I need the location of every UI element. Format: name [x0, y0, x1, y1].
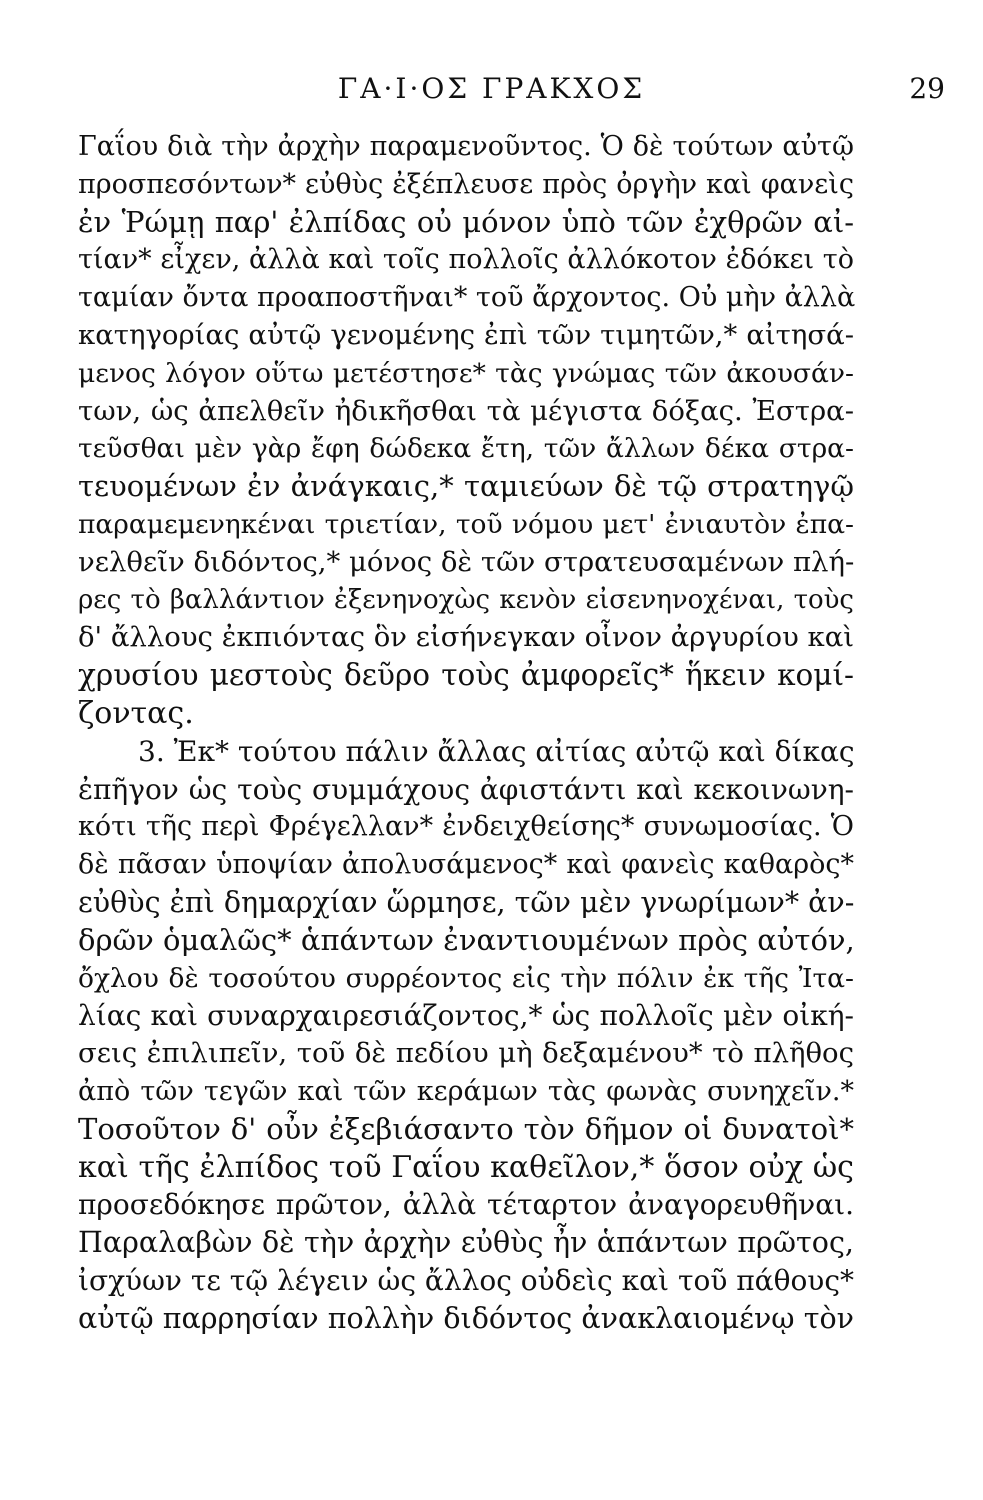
- text-line: Τοσοῦτον δ' οὖν ἐξεβιάσαντο τὸν δῆμον οἱ δυνατοὶ*: [78, 1111, 854, 1146]
- text-line: χρυσίου μεστοὺς δεῦρο τοὺς ἀμφορεῖς* ἥκειν κομί-: [78, 658, 854, 693]
- body-text: [78, 128, 854, 1338]
- text-line: ζοντας.: [78, 695, 194, 731]
- text-line: ἐπῆγον ὡς τοὺς συμμάχους ἀφιστάντι καὶ κεκοινωνη-: [78, 772, 854, 806]
- text-line: τίαν* εἶχεν, ἀλλὰ καὶ τοῖς πολλοῖς ἀλλόκοτον ἐδόκει τὸ: [78, 244, 854, 276]
- text-line: κατηγορίας αὐτῷ γενομένης ἐπὶ τῶν τιμητῶν,* αἰτησά-: [78, 318, 854, 351]
- text-line: νελθεῖν διδόντος,* μόνος δὲ τῶν στρατευσαμένων πλή-: [78, 545, 855, 578]
- text-line: ἀπὸ τῶν τεγῶν καὶ τῶν κεράμων τὰς φωνὰς συνηχεῖν.*: [78, 1075, 854, 1107]
- text-line: ἰσχύων τε τῷ λέγειν ὡς ἄλλος οὐδεὶς καὶ τοῦ πάθους*: [78, 1263, 854, 1297]
- text-line: δὲ πᾶσαν ὑποψίαν ἀπολυσάμενος* καὶ φανεὶς καθαρὸς*: [78, 849, 854, 881]
- text-line: ταμίαν ὄντα προαποστῆναι* τοῦ ἄρχοντος. Οὐ μὴν ἀλλὰ: [78, 282, 856, 314]
- text-line: λίας καὶ συναρχαιρεσιάζοντος,* ὡς πολλοῖς μὲν οἰκή-: [78, 999, 854, 1033]
- text-line: Παραλαβὼν δὲ τὴν ἀρχὴν εὐθὺς ἦν ἁπάντων πρῶτος,: [78, 1226, 854, 1260]
- text-line: Γαΐου διὰ τὴν ἀρχὴν παραμενοῦντος. Ὁ δὲ τούτων αὐτῷ: [78, 131, 854, 162]
- text-line: των, ὡς ἀπελθεῖν ἠδικῆσθαι τὰ μέγιστα δόξας. Ἐστρα-: [78, 394, 854, 427]
- text-line: τευομένων ἐν ἀνάγκαις,* ταμιεύων δὲ τῷ στρατηγῷ: [78, 469, 854, 504]
- section-start-line: 3. Ἐκ* τούτου πάλιν ἄλλας αἰτίας αὐτῷ καὶ δίκας: [138, 734, 855, 768]
- page-header: [0, 72, 983, 116]
- text-line: ἐν Ῥώμῃ παρ' ἐλπίδας οὐ μόνον ὑπὸ τῶν ἐχθρῶν αἰ-: [78, 204, 854, 239]
- text-line: δ' ἄλλους ἐκπιόντας ὃν εἰσήνεγκαν οἶνον ἀργυρίου καὶ: [78, 621, 855, 654]
- text-line: προσεδόκησε πρῶτον, ἀλλὰ τέταρτον ἀναγορευθῆναι.: [78, 1188, 854, 1222]
- text-line: αὐτῷ παρρησίαν πολλὴν διδόντος ἀνακλαιομένῳ τὸν: [78, 1301, 854, 1335]
- text-line: σεις ἐπιλιπεῖν, τοῦ δὲ πεδίου μὴ δεξαμένου* τὸ πλῆθος: [78, 1037, 854, 1070]
- text-line: μενος λόγον οὕτω μετέστησε* τὰς γνώμας τῶν ἀκουσάν-: [78, 357, 854, 389]
- text-line: δρῶν ὁμαλῶς* ἁπάντων ἐναντιουμένων πρὸς αὐτόν,: [78, 922, 855, 957]
- text-line: κότι τῆς περὶ Φρέγελλαν* ἐνδειχθείσης* συνωμοσίας. Ὁ: [78, 811, 854, 843]
- text-line: παραμεμενηκέναι τριετίαν, τοῦ νόμου μετ' ἐνιαυτὸν ἐπα-: [78, 508, 854, 540]
- text-line: ὄχλου δὲ τοσούτου συρρέοντος εἰς τὴν πόλιν ἐκ τῆς Ἰτα-: [78, 962, 854, 994]
- text-line: εὐθὺς ἐπὶ δημαρχίαν ὥρμησε, τῶν μὲν γνωρίμων* ἀν-: [78, 885, 855, 919]
- text-line: προσπεσόντων* εὐθὺς ἐξέπλευσε πρὸς ὀργὴν καὶ φανεὶς: [78, 168, 854, 200]
- text-line: τεῦσθαι μὲν γὰρ ἔφη δώδεκα ἔτη, τῶν ἄλλων δέκα στρα-: [78, 433, 854, 465]
- page-number: 29: [909, 72, 945, 105]
- text-line: καὶ τῆς ἐλπίδος τοῦ Γαΐου καθεῖλον,* ὅσον οὐχ ὡς: [78, 1149, 854, 1185]
- text-line: ρες τὸ βαλλάντιον ἐξενηνοχὼς κενὸν εἰσενηνοχέναι, τοὺς: [78, 584, 854, 615]
- running-title: ΓΑ·Ι·ΟΣ ΓΡΑΚΧΟΣ: [337, 72, 646, 105]
